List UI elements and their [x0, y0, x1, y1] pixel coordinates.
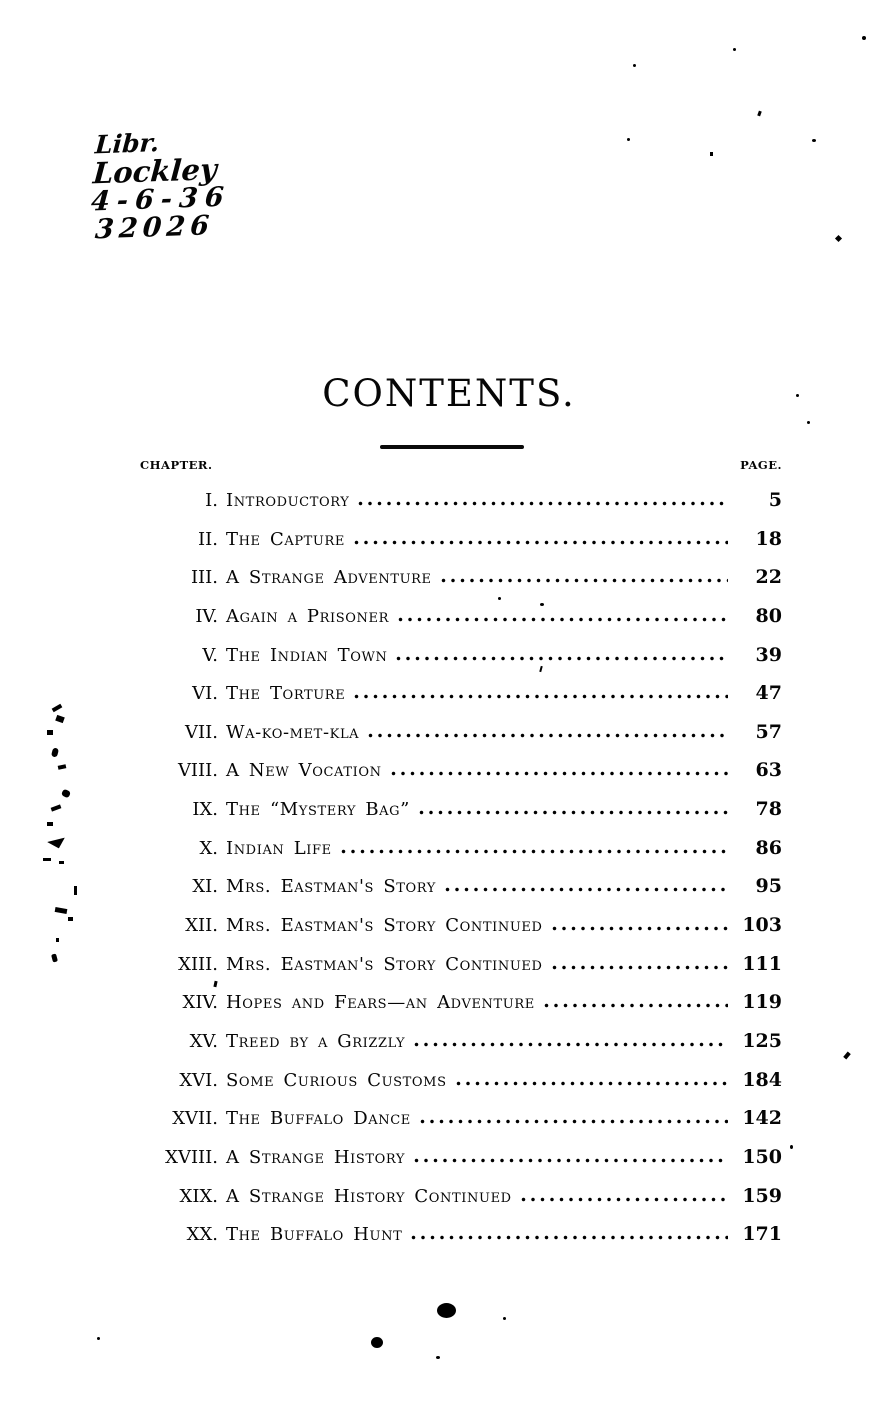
speck: [796, 394, 799, 397]
leader-dots: [445, 887, 728, 892]
page-number: 111: [742, 952, 782, 975]
leader-dots: [441, 578, 728, 583]
page-number: 171: [742, 1223, 782, 1246]
chapter-numeral: XI.: [192, 876, 218, 898]
heading-rule: [380, 445, 524, 449]
toc-row: [140, 1214, 782, 1253]
toc-row: [140, 480, 782, 519]
speck: [633, 64, 636, 67]
chapter-numeral: IX.: [192, 799, 218, 821]
chapter-numeral: IV.: [195, 605, 218, 627]
leader-dots: [456, 1081, 728, 1086]
margin-mark: [55, 907, 68, 914]
handwriting-line: Libr.: [94, 128, 161, 160]
page-number: 80: [755, 604, 782, 627]
leader-dots: [552, 965, 728, 970]
leader-dots: [358, 501, 728, 506]
margin-mark: [51, 953, 58, 962]
leader-dots: [398, 617, 728, 622]
toc-row: [140, 905, 782, 944]
page-number: 18: [755, 527, 782, 550]
speck: [503, 1317, 506, 1320]
chapter-title: Some Curious Customs: [226, 1069, 447, 1091]
chapter-title: A Strange Adventure: [226, 567, 432, 589]
chapter-title: The Capture: [226, 528, 345, 550]
speck: [733, 48, 736, 51]
chapter-numeral: VI.: [192, 683, 218, 705]
chapter-title: A Strange History: [226, 1146, 406, 1168]
toc-row: [140, 982, 782, 1021]
page-column-header: PAGE.: [740, 458, 782, 472]
page-number: 39: [755, 643, 782, 666]
speck: [757, 111, 762, 117]
leader-dots: [341, 849, 728, 854]
chapter-title: Mrs. Eastman's Story Continued: [226, 915, 543, 937]
speck: [807, 421, 810, 424]
leader-dots: [411, 1235, 728, 1240]
leader-dots: [521, 1197, 728, 1202]
chapter-title: Again a Prisoner: [226, 605, 389, 627]
toc-row: [140, 673, 782, 712]
chapter-numeral: V.: [202, 644, 218, 666]
chapter-numeral: VIII.: [177, 760, 218, 782]
chapter-numeral: XIX.: [179, 1185, 218, 1207]
margin-mark: [47, 730, 53, 735]
handwriting-line: 32026: [94, 210, 216, 246]
toc-row: [140, 750, 782, 789]
toc-row: [140, 712, 782, 751]
chapter-title: The Indian Town: [226, 644, 388, 666]
page-title: CONTENTS.: [322, 372, 576, 415]
leader-dots: [368, 733, 728, 738]
speck: [812, 139, 816, 142]
page-number: 103: [742, 914, 782, 937]
chapter-numeral: II.: [198, 528, 218, 550]
margin-mark: [58, 764, 67, 770]
leader-dots: [414, 1042, 728, 1047]
chapter-title: The Buffalo Hunt: [226, 1224, 403, 1246]
toc-row: [140, 635, 782, 674]
leader-dots: [354, 540, 728, 545]
chapter-title: Wa-ko-met-kla: [226, 721, 360, 743]
chapter-numeral: X.: [199, 837, 218, 859]
table-of-contents: [140, 458, 782, 1253]
chapter-numeral: XIII.: [178, 953, 218, 975]
chapter-column-header: CHAPTER.: [140, 458, 213, 472]
handwriting-line: 4-6-36: [90, 181, 232, 218]
margin-mark: [56, 938, 59, 942]
chapter-title: Mrs. Eastman's Story Continued: [226, 953, 543, 975]
margin-mark: [55, 715, 65, 723]
speck: [710, 152, 713, 156]
margin-mark: [59, 861, 64, 864]
leader-dots: [552, 926, 728, 931]
toc-row: [140, 828, 782, 867]
speck: [835, 235, 842, 242]
speck: [843, 1052, 851, 1060]
toc-row: [140, 519, 782, 558]
chapter-title: A Strange History Continued: [226, 1185, 512, 1207]
page-number: 47: [755, 682, 782, 705]
speck: [97, 1337, 100, 1340]
chapter-numeral: XV.: [189, 1030, 218, 1052]
leader-dots: [544, 1003, 728, 1008]
page-number: 125: [742, 1029, 782, 1052]
page-number: 86: [755, 836, 782, 859]
chapter-numeral: I.: [205, 490, 218, 511]
toc-row: [140, 1060, 782, 1099]
ink-blob: [371, 1337, 383, 1348]
chapter-numeral: XVI.: [179, 1069, 218, 1091]
toc-row: [140, 1137, 782, 1176]
toc-row: [140, 1021, 782, 1060]
speck: [627, 138, 630, 141]
chapter-title: Introductory: [226, 490, 350, 511]
toc-row: [140, 557, 782, 596]
chapter-numeral: XX.: [186, 1224, 218, 1246]
chapter-title: Hopes and Fears—an Adventure: [226, 992, 535, 1014]
leader-dots: [391, 771, 728, 776]
handwriting-line: Lockley: [91, 152, 219, 191]
leader-dots: [396, 656, 728, 661]
margin-mark: [51, 747, 59, 757]
margin-mark: [47, 832, 68, 852]
page-number: 142: [742, 1107, 782, 1130]
leader-dots: [414, 1158, 728, 1163]
page-number: 119: [742, 991, 782, 1014]
chapter-title: The Buffalo Dance: [226, 1108, 411, 1130]
handwritten-accession-note: [88, 127, 235, 245]
page-number: 184: [742, 1068, 782, 1091]
speck: [436, 1356, 440, 1359]
margin-mark: [52, 704, 63, 712]
page-number: 22: [755, 566, 782, 589]
leader-dots: [419, 810, 728, 815]
chapter-numeral: XIV.: [182, 992, 218, 1014]
chapter-title: The “Mystery Bag”: [226, 799, 410, 821]
page-number: 5: [768, 489, 782, 511]
margin-mark: [68, 917, 73, 921]
chapter-numeral: III.: [190, 567, 218, 589]
speck: [862, 36, 866, 40]
leader-dots: [354, 694, 728, 699]
chapter-numeral: XII.: [185, 915, 218, 937]
toc-row: [140, 789, 782, 828]
toc-row: [140, 1176, 782, 1215]
chapter-title: The Torture: [226, 683, 346, 705]
speck: [790, 1145, 793, 1149]
page-number: 57: [755, 720, 782, 743]
speck: [540, 603, 544, 606]
chapter-numeral: XVII.: [172, 1108, 218, 1130]
toc-row: [140, 944, 782, 983]
chapter-title: Treed by a Grizzly: [226, 1030, 406, 1052]
chapter-numeral: XVIII.: [165, 1146, 218, 1168]
margin-mark: [51, 804, 62, 811]
chapter-title: Indian Life: [226, 837, 332, 859]
margin-mark: [61, 789, 71, 799]
toc-row: [140, 596, 782, 635]
page-number: 63: [755, 759, 782, 782]
toc-row: [140, 1098, 782, 1137]
speck: [498, 597, 501, 600]
leader-dots: [420, 1119, 728, 1124]
margin-mark: [47, 822, 53, 826]
chapter-title: A New Vocation: [226, 760, 382, 782]
margin-mark: [74, 886, 77, 895]
chapter-numeral: VII.: [185, 721, 218, 743]
toc-rows: [140, 480, 782, 1253]
chapter-title: Mrs. Eastman's Story: [226, 876, 436, 898]
page-number: 150: [742, 1145, 782, 1168]
page-number: 159: [742, 1184, 782, 1207]
margin-mark: [43, 858, 51, 861]
toc-header: [140, 458, 782, 480]
page-number: 78: [755, 798, 782, 821]
page-number: 95: [755, 875, 782, 898]
toc-row: [140, 866, 782, 905]
ink-blob: [437, 1303, 456, 1318]
